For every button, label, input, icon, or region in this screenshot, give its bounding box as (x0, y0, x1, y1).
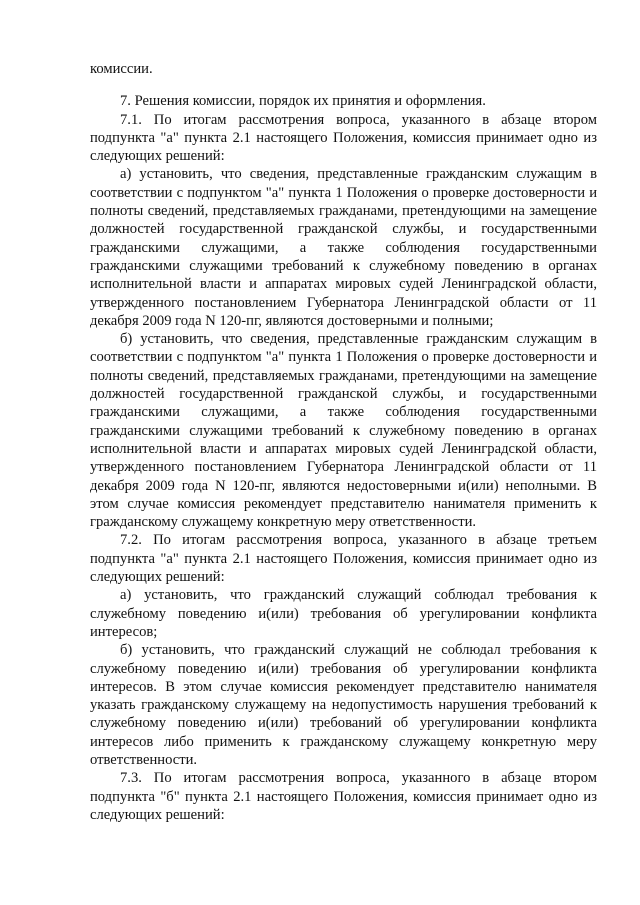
paragraph-7-2-b: б) установить, что гражданский служащий не соблюдал требования к служебному поведению и(или) требования об урегулировании конфликта интересов. В этом случае комиссия рекомендует представителю нанимателя указать гражданскому служащему на недопустимость нарушения требований к служебному поведению и(или) требований об урегулировании конфликта интересов либо применить к гражданскому служащему конкретную меру ответственности. (90, 642, 597, 768)
paragraph-7-1: 7.1. По итогам рассмотрения вопроса, указанного в абзаце втором подпункта "а" пункта 2.1 настоящего Положения, комиссия принимает одно из следующих решений: (90, 111, 597, 165)
paragraph-7-1-b: б) установить, что сведения, представленные гражданским служащим в соответствии с подпунктом "а" пункта 1 Положения о проверке достоверности и полноты сведений, представляемых гражданами, претендующими на замещение должностей государственной гражданской службы, и государственными гражданскими служащими, а также соблюдения государственными гражданскими служащими требований к служебному поведению в органах исполнительной власти и аппаратах мировых судей Ленинградской области, утвержденного постановлением Губернатора Ленинградской области от 11 декабря 2009 года N 120-пг, являются недостоверными и(или) неполными. В этом случае комиссия рекомендует представителю нанимателя применить к гражданскому служащему конкретную меру ответственности. (90, 331, 597, 531)
paragraph-7-1-a: а) установить, что сведения, представленные гражданским служащим в соответствии с подпунктом "а" пункта 1 Положения о проверке достоверности и полноты сведений, представляемых гражданами, претендующими на замещение должностей государственной гражданской службы, и государственными гражданскими служащими, а также соблюдения государственными гражданскими служащими требований к служебному поведению в органах исполнительной власти и аппаратах мировых судей Ленинградской области, утвержденного постановлением Губернатора Ленинградской области от 11 декабря 2009 года N 120-пг, являются достоверными и полными; (90, 166, 597, 329)
paragraph-7-3: 7.3. По итогам рассмотрения вопроса, указанного в абзаце втором подпункта "б" пункта 2.1 настоящего Положения, комиссия принимает одно из следующих решений: (90, 770, 597, 823)
section-heading-7: 7. Решения комиссии, порядок их принятия и оформления. (120, 93, 486, 110)
paragraph-7-2-a: а) установить, что гражданский служащий соблюдал требования к служебному поведению и(или) требования об урегулировании конфликта интересов; (90, 587, 597, 640)
paragraph-7-2: 7.2. По итогам рассмотрения вопроса, указанного в абзаце третьем подпункта "а" пункта 2.1 настоящего Положения, комиссия принимает одно из следующих решений: (90, 532, 597, 586)
paragraph-continuation: комиссии. (90, 61, 153, 77)
